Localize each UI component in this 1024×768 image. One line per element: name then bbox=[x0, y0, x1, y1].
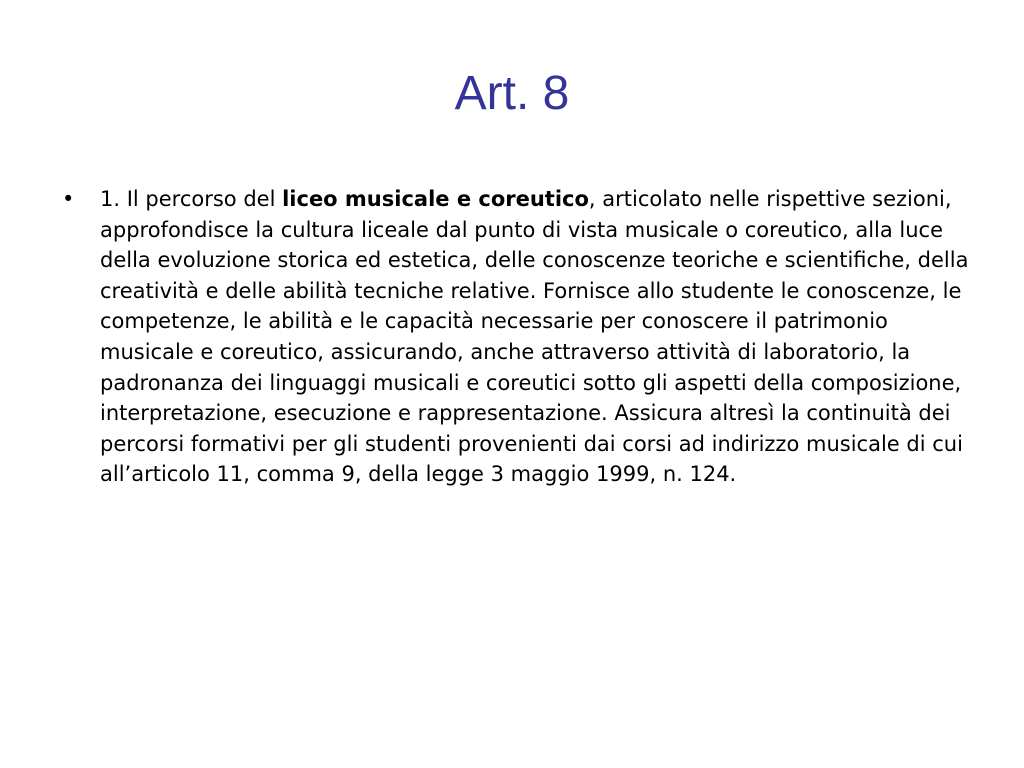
paragraph-text-after: , articolato nelle rispettive sezioni, approfondisce la cultura liceale dal punto di vista musicale o coreutico, alla luce della evoluzione storica ed estetica, delle conoscenze teoriche e scientifiche, della creatività e delle abilità tecniche relative. Fornisce allo studente le conoscenze, le competenze, le abilità e le capacità necessarie per conoscere il patrimonio musicale e coreutico, assicurando, anche attraverso attività di laboratorio, la padronanza dei linguaggi musicali e coreutici sotto gli aspetti della composizione, interpretazione, esecuzione e rappresentazione. Assicura altresì la continuità dei percorsi formativi per gli studenti provenienti dai corsi ad indirizzo musicale di cui all’articolo 11, comma 9, della legge 3 maggio 1999, n. 124. bbox=[100, 187, 969, 487]
paragraph-text-before: 1. Il percorso del bbox=[100, 187, 283, 211]
bullet-item bbox=[60, 184, 972, 490]
paragraph-bold-term: liceo musicale e coreutico bbox=[282, 187, 589, 211]
bullet-icon: • bbox=[62, 187, 75, 211]
slide-title: Art. 8 bbox=[454, 67, 570, 120]
body-bullet-list bbox=[60, 184, 972, 490]
